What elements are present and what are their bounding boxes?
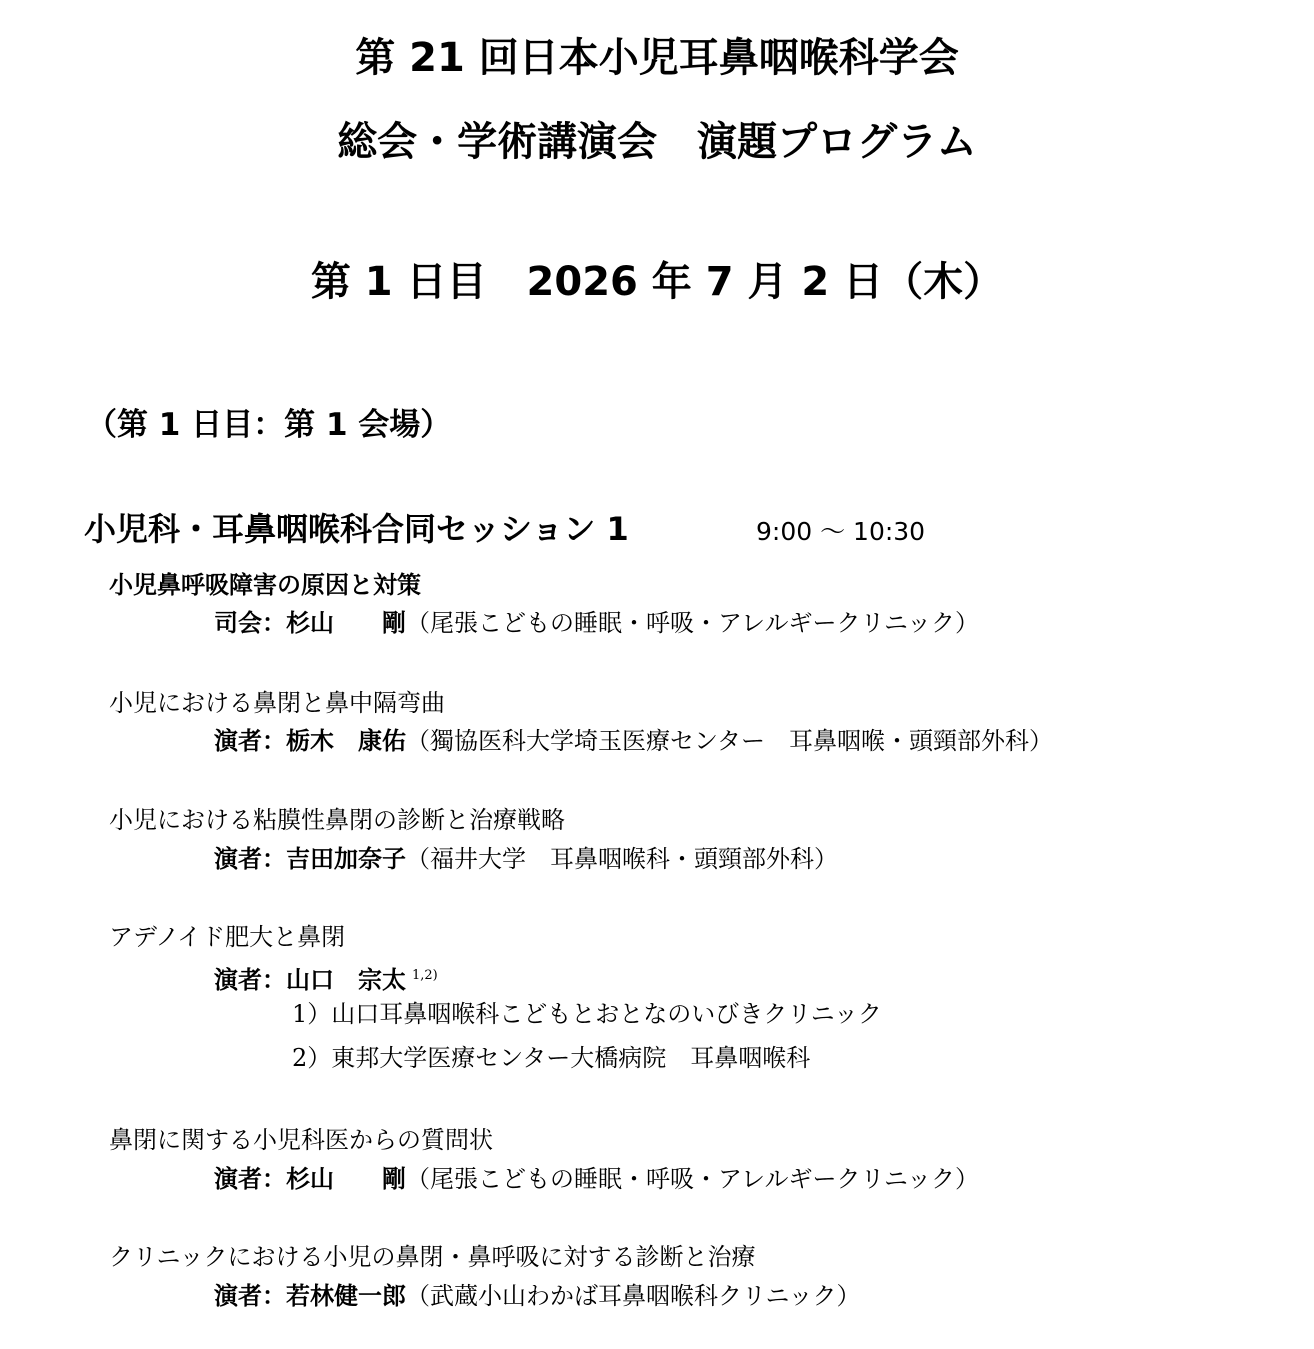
session-title: 小児科・耳鼻咽喉科合同セッション 1 (84, 510, 629, 548)
affiliation-line: 2）東邦大学医療センター大橋病院 耳鼻咽喉科 (292, 1044, 811, 1072)
speaker-name: 杉山 剛 (286, 609, 406, 637)
speaker-line (214, 1281, 861, 1311)
talk-title: クリニックにおける小児の鼻閉・鼻呼吸に対する診断と治療 (109, 1243, 756, 1271)
affiliation-line: 1）山口耳鼻咽喉科こどもとおとなのいびきクリニック (292, 1000, 882, 1028)
speaker-line (214, 608, 979, 638)
speaker-line (214, 1164, 979, 1194)
affiliation-superscript: 1,2) (412, 968, 438, 983)
speaker-affiliation: （福井大学 耳鼻咽喉科・頭頸部外科） (406, 845, 838, 873)
speaker-role: 演者： (214, 1282, 286, 1310)
speaker-affiliation: （獨協医科大学埼玉医療センター 耳鼻咽喉・頭頸部外科） (406, 727, 1054, 755)
speaker-line (214, 844, 838, 874)
speaker-name: 杉山 剛 (286, 1165, 406, 1193)
speaker-role: 演者： (214, 845, 286, 873)
conference-title: 第 21 回日本小児耳鼻咽喉科学会 (355, 35, 959, 81)
program-subtitle: 総会・学術講演会 演題プログラム (337, 119, 977, 165)
venue-label: （第 1 日目：第 1 会場） (86, 407, 452, 443)
talk-title: 鼻閉に関する小児科医からの質問状 (109, 1126, 493, 1154)
talk-title: 小児における粘膜性鼻閉の診断と治療戦略 (109, 806, 565, 834)
speaker-line (214, 961, 438, 995)
speaker-affiliation: （尾張こどもの睡眠・呼吸・アレルギークリニック） (406, 609, 979, 637)
speaker-line (214, 726, 1053, 756)
speaker-role: 演者： (214, 1165, 286, 1193)
speaker-name: 山口 宗太 (286, 966, 406, 994)
talk-title: アデノイド肥大と鼻閉 (109, 923, 346, 951)
speaker-affiliation: （尾張こどもの睡眠・呼吸・アレルギークリニック） (406, 1165, 979, 1193)
day-date-heading: 第 1 日目 2026 年 7 月 2 日（木） (310, 259, 1004, 305)
speaker-name: 吉田加奈子 (286, 845, 406, 873)
speaker-name: 栃木 康佑 (286, 727, 406, 755)
talk-title: 小児鼻呼吸障害の原因と対策 (109, 571, 421, 599)
speaker-name: 若林健一郎 (286, 1282, 406, 1310)
speaker-affiliation: （武蔵小山わかば耳鼻咽喉科クリニック） (406, 1282, 861, 1310)
speaker-role: 演者： (214, 727, 286, 755)
session-time: 9:00 ～ 10:30 (756, 517, 926, 546)
speaker-role: 司会： (214, 609, 286, 637)
talk-title: 小児における鼻閉と鼻中隔弯曲 (109, 689, 445, 717)
session-header (84, 508, 926, 550)
speaker-role: 演者： (214, 966, 286, 994)
